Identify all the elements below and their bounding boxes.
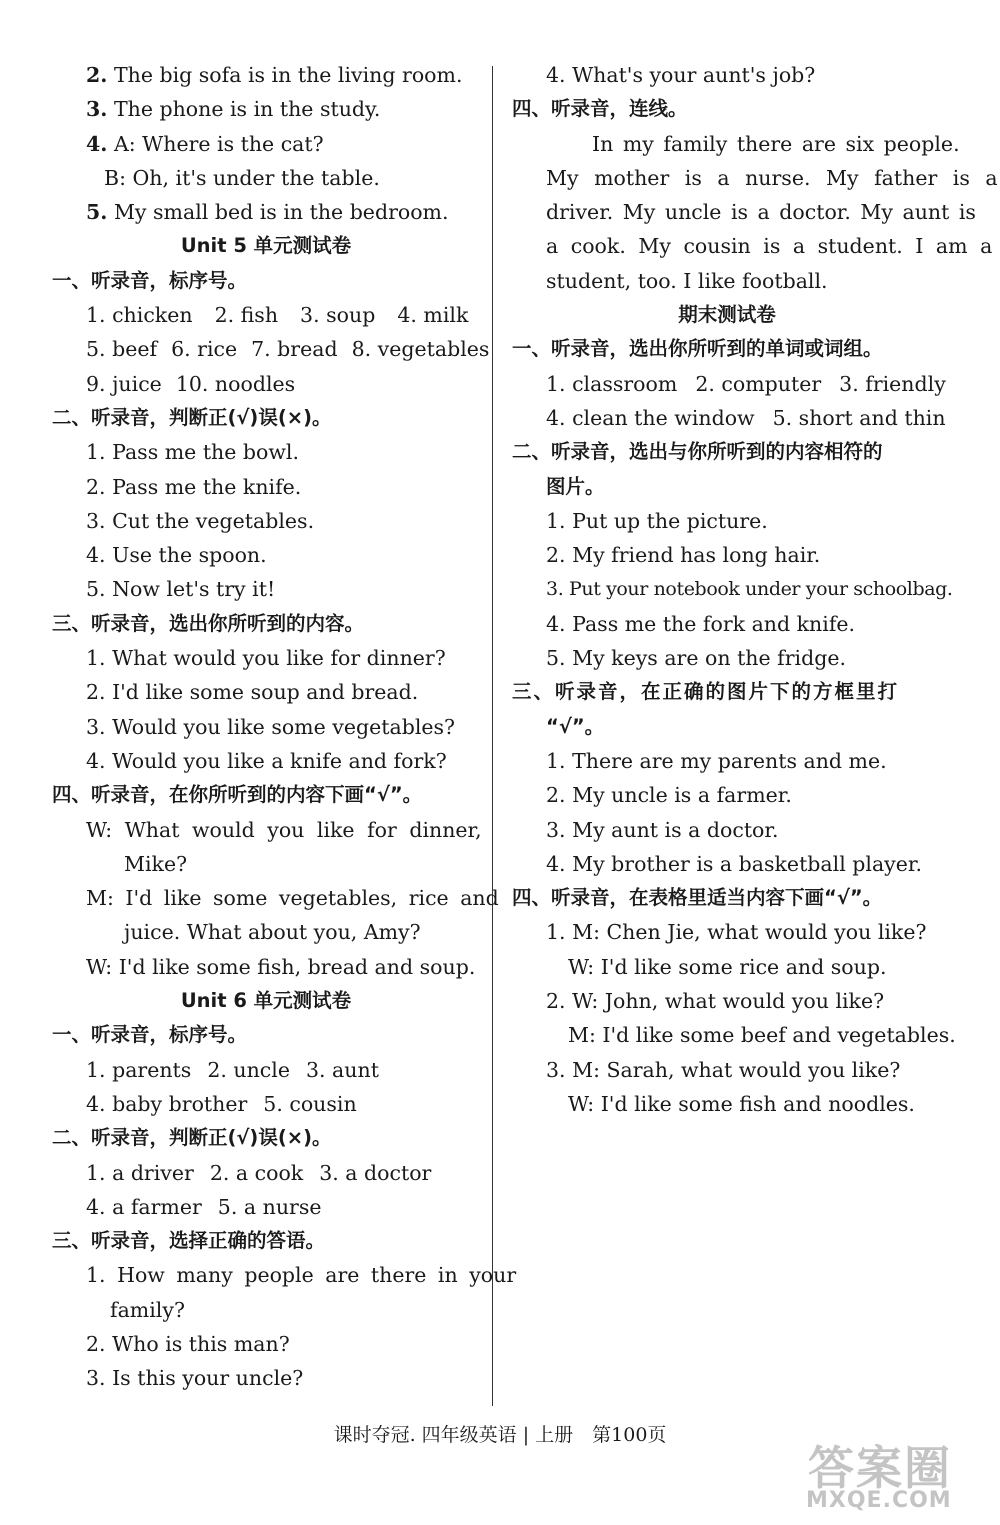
dialogue-line: 2. W: John, what would you like? [546,989,885,1014]
dialogue-line: Mike? [124,851,188,876]
word-item: 5. a nurse [217,1194,322,1219]
paragraph-line: My mother is a nurse. My father is a [546,165,998,190]
watermark-url: MXQE.COM [806,1488,952,1513]
answer-line: 2. Pass me the knife. [86,474,302,499]
answer-line: 4. My brother is a basketball player. [546,851,922,876]
word-item: 4. clean the window [546,405,755,430]
answer-line: 4. Would you like a knife and fork? [86,748,447,773]
watermark-text: 答案圈 [808,1441,952,1495]
answer-line: 3. Put your notebook under your schoolbag. [546,578,953,601]
answer-line: 3. My aunt is a doctor. [546,817,779,842]
item-text: A: Where is the cat? [113,131,324,156]
answer-line [52,161,480,195]
answer-line: 2. My uncle is a farmer. [546,783,792,808]
section-heading-cont: 图片。 [546,474,605,498]
word-row [52,298,480,332]
right-column [512,58,998,1121]
item-number: 5. [86,200,108,225]
section-heading: 四、听录音，在你所听到的内容下画“√”。 [52,783,423,807]
answer-line: 3. Would you like some vegetables? [86,714,456,739]
section-heading: 二、听录音，判断正(√)误(×)。 [52,405,332,429]
answer-line: 1. How many people are there in your [86,1263,517,1288]
word-item: 1. classroom [546,371,678,396]
answer-line: 1. Put up the picture. [546,508,768,533]
word-item: 3. aunt [305,1057,379,1082]
word-item: 2. a cook [209,1160,304,1185]
word-item: 5. beef [86,337,158,362]
answer-line: family? [110,1297,185,1322]
word-row [52,332,490,366]
paragraph-line: In my family there are six people. [592,131,960,156]
column-divider [492,66,493,1406]
left-column [52,58,517,1396]
word-item: 2. uncle [207,1057,290,1082]
section-heading: 四、听录音，在表格里适当内容下画“√”。 [512,886,883,910]
word-item: 3. soup [300,303,376,328]
paragraph-line: student, too. I like football. [546,268,828,293]
answer-line: 4. Use the spoon. [86,543,267,568]
unit5-title: Unit 5 单元测试卷 [180,234,352,258]
answer-line: 1. There are my parents and me. [546,748,887,773]
answer-line [52,127,480,161]
word-item: 10. noodles [175,371,296,396]
item-text: The phone is in the study. [113,97,381,122]
section-heading: 三、听录音，选择正确的答语。 [52,1229,326,1253]
word-item: 2. fish [214,303,279,328]
word-item: 5. short and thin [772,405,946,430]
dialogue-line: 3. M: Sarah, what would you like? [546,1057,901,1082]
answer-line: 1. Pass me the bowl. [86,440,299,465]
answer-line: 2. I'd like some soup and bread. [86,680,419,705]
word-item: 4. baby brother [86,1091,248,1116]
dialogue-line: W: I'd like some fish and noodles. [568,1091,915,1116]
word-item: 6. rice [171,337,238,362]
item-number: 3. [86,97,108,122]
word-item: 7. bread [251,337,338,362]
dialogue-line: M: I'd like some beef and vegetables. [568,1023,956,1048]
word-item: 4. milk [397,303,469,328]
word-row [52,1087,480,1121]
section-heading: 一、听录音，标序号。 [52,268,248,292]
word-item: 1. a driver [86,1160,194,1185]
final-test-title: 期末测试卷 [678,303,776,327]
answer-line: 4. Pass me the fork and knife. [546,611,856,636]
word-row [52,1156,480,1190]
dialogue-line: M: I'd like some vegetables, rice and [86,886,499,911]
item-text: My small bed is in the bedroom. [113,200,449,225]
word-item: 1. chicken [86,303,193,328]
answer-line: 3. Is this your uncle? [86,1366,304,1391]
answer-line: 2. Who is this man? [86,1331,290,1356]
word-item: 1. parents [86,1057,192,1082]
word-row [512,401,946,435]
watermark-logo [800,1432,990,1522]
word-item: 5. cousin [263,1091,357,1116]
answer-line: 2. My friend has long hair. [546,543,821,568]
word-item: 8. vegetables [351,337,490,362]
answer-line: 5. My keys are on the fridge. [546,646,846,671]
word-item: 9. juice [86,371,162,396]
answer-line: 1. What would you like for dinner? [86,646,446,671]
section-heading: 一、听录音，标序号。 [52,1023,248,1047]
item-number: 4. [86,131,108,156]
dialogue-line: W: I'd like some fish, bread and soup. [86,954,476,979]
dialogue-line: W: I'd like some rice and soup. [568,954,887,979]
answer-line [52,58,480,92]
section-heading: 二、听录音，判断正(√)误(×)。 [52,1126,332,1150]
section-heading-cont: “√”。 [546,714,605,738]
paragraph-line: driver. My uncle is a doctor. My aunt is [546,200,976,225]
item-number: 2. [86,63,108,87]
item-text: B: Oh, it's under the table. [104,165,380,190]
section-heading: 一、听录音，选出你所听到的单词或词组。 [512,337,883,361]
word-row [52,1190,480,1224]
answer-line: 4. What's your aunt's job? [546,63,816,87]
word-item: 3. friendly [839,371,946,396]
word-item: 4. a farmer [86,1194,202,1219]
item-text: The big sofa is in the living room. [113,63,463,87]
answer-line [52,92,480,126]
unit6-title: Unit 6 单元测试卷 [180,989,352,1013]
word-row [52,1053,480,1087]
dialogue-line: 1. M: Chen Jie, what would you like? [546,920,927,945]
section-heading: 三、听录音，选出你所听到的内容。 [52,611,365,635]
answer-line: 5. Now let's try it! [86,577,276,602]
dialogue-line: W: What would you like for dinner, [86,817,482,842]
section-heading: 三、听录音，在正确的图片下的方框里打 [512,680,900,704]
section-heading: 四、听录音，连线。 [512,97,688,121]
word-row [512,367,946,401]
word-item: 3. a doctor [319,1160,432,1185]
answer-line [52,195,480,229]
dialogue-line: juice. What about you, Amy? [124,920,421,945]
answer-line: 3. Cut the vegetables. [86,508,315,533]
section-heading: 二、听录音，选出与你所听到的内容相符的 [512,440,883,464]
word-row [52,367,480,401]
paragraph-line: a cook. My cousin is a student. I am a [546,234,993,259]
page-footer: 课时夺冠. 四年级英语 | 上册 第100页 [333,1424,667,1446]
word-item: 2. computer [695,371,822,396]
